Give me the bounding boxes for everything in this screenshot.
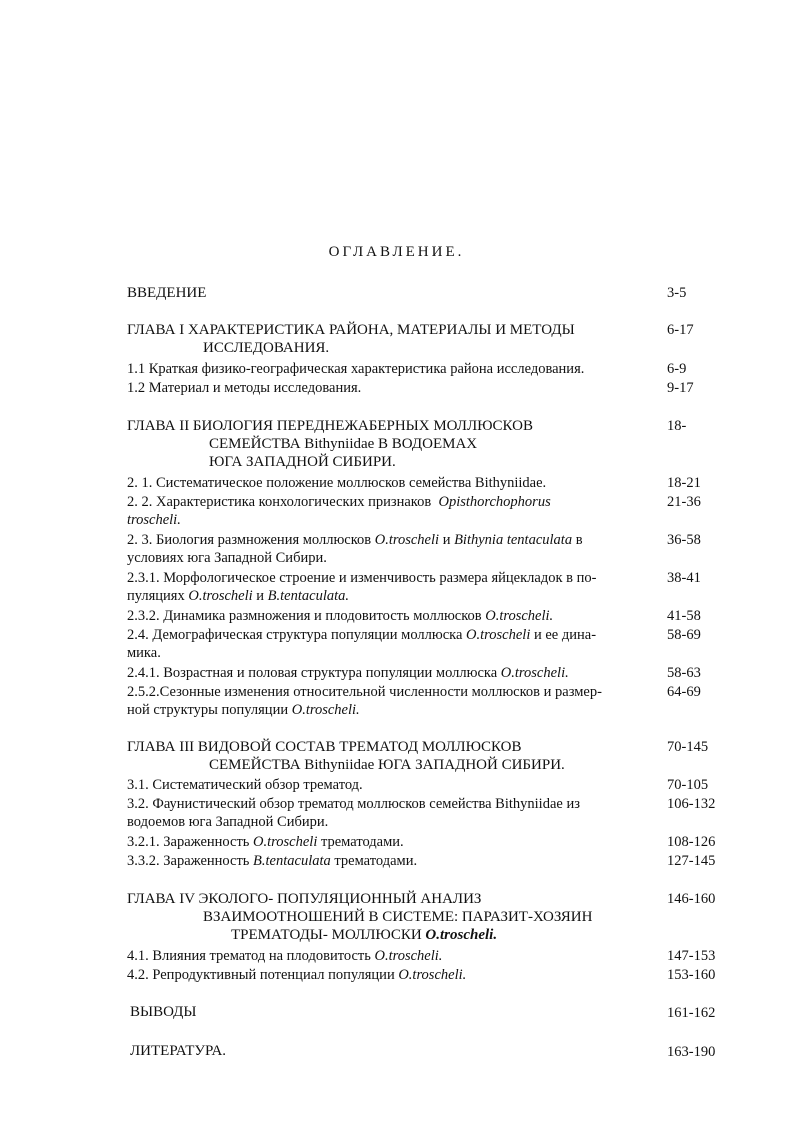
- section-2-1-pages: 18-21: [667, 475, 701, 491]
- section-2-3-1-pages: 38-41: [667, 570, 701, 586]
- chapter-1-title-line2: ИССЛЕДОВАНИЯ.: [203, 340, 330, 356]
- chapter-4-pages: 146-160: [667, 891, 716, 907]
- section-2-4-1-pages: 58-63: [667, 665, 701, 681]
- chapter-1-title-line1: ГЛАВА I ХАРАКТЕРИСТИКА РАЙОНА, МАТЕРИАЛЫ И МЕТОДЫ: [127, 322, 575, 338]
- chapter-2-title-line1: ГЛАВА II БИОЛОГИЯ ПЕРЕДНЕЖАБЕРНЫХ МОЛЛЮСКОВ: [127, 418, 534, 434]
- toc-section-2-4[interactable]: 2.4. Демографическая структура популяции моллюска O.troscheli и ее дина- мика.: [127, 627, 597, 661]
- toc-section-2-5-2[interactable]: 2.5.2.Сезонные изменения относительной численности моллюсков и размер- ной структуры популяции O.troscheli.: [127, 684, 602, 718]
- toc-title: ОГЛАВЛЕНИЕ.: [328, 244, 465, 260]
- toc-chapter-2[interactable]: [127, 417, 647, 471]
- conclusions-pages: 161-162: [667, 1005, 716, 1021]
- toc-section-2-4-1[interactable]: 2.4.1. Возрастная и половая структура популяции моллюска O.troscheli.: [127, 665, 569, 681]
- section-1-1-pages: 6-9: [667, 361, 687, 377]
- toc-chapter-3[interactable]: [127, 738, 647, 774]
- chapter-4-title-line2: ВЗАИМООТНОШЕНИЙ В СИСТЕМЕ: ПАРАЗИТ-ХОЗЯИН: [203, 909, 593, 925]
- section-4-1-pages: 147-153: [667, 948, 716, 964]
- toc-section-2-3-1[interactable]: 2.3.1. Морфологическое строение и изменчивость размера яйцекладок в по- пуляциях O.troscheli и B.tentaculata.: [127, 570, 597, 604]
- section-1-2-pages: 9-17: [667, 380, 694, 396]
- toc-intro[interactable]: ВВЕДЕНИЕ: [127, 285, 207, 301]
- toc-section-3-2[interactable]: 3.2. Фаунистический обзор трематод моллюсков семейства Bithyniidae из водоемов юга Западной Сибири.: [127, 796, 580, 830]
- toc-section-2-1[interactable]: 2. 1. Систематическое положение моллюсков семейства Bithyniidae.: [127, 475, 547, 491]
- toc-section-4-1[interactable]: 4.1. Влияния трематод на плодовитость O.troscheli.: [127, 948, 443, 964]
- section-2-2-pages: 21-36: [667, 494, 701, 510]
- toc-intro-pages: 3-5: [667, 285, 687, 301]
- toc-section-1-2[interactable]: 1.2 Материал и методы исследования.: [127, 380, 362, 396]
- toc-section-3-1[interactable]: 3.1. Систематический обзор трематод.: [127, 777, 363, 793]
- chapter-2-title-line3: ЮГА ЗАПАДНОЙ СИБИРИ.: [209, 454, 396, 470]
- toc-section-2-3-2[interactable]: 2.3.2. Динамика размножения и плодовитость моллюсков O.troscheli.: [127, 608, 554, 624]
- toc-section-2-2[interactable]: 2. 2. Характеристика конхологических признаков Opisthorchophorus troscheli.: [127, 494, 551, 528]
- section-2-4-pages: 58-69: [667, 627, 701, 643]
- chapter-4-title-line3: ТРЕМАТОДЫ- МОЛЛЮСКИ O.troscheli.: [231, 927, 498, 943]
- toc-section-1-1[interactable]: 1.1 Краткая физико-географическая характеристика района исследования.: [127, 361, 585, 377]
- chapter-2-title-line2: СЕМЕЙСТВА Bithyniidae В ВОДОЕМАХ: [209, 436, 478, 452]
- toc-section-4-2[interactable]: 4.2. Репродуктивный потенциал популяции O.troscheli.: [127, 967, 467, 983]
- toc-section-3-3-2[interactable]: 3.3.2. Зараженность B.tentaculata трематодами.: [127, 853, 418, 869]
- chapter-1-pages: 6-17: [667, 322, 694, 338]
- chapter-4-title-line1: ГЛАВА IV ЭКОЛОГО- ПОПУЛЯЦИОННЫЙ АНАЛИЗ: [127, 891, 482, 907]
- chapter-3-pages: 70-145: [667, 739, 709, 755]
- chapter-2-pages: 18-: [667, 418, 687, 434]
- toc-section-2-3[interactable]: 2. 3. Биология размножения моллюсков O.troscheli и Bithynia tentaculata в условиях юга Западной Сибири.: [127, 532, 583, 566]
- section-2-3-pages: 36-58: [667, 532, 701, 548]
- section-3-2-pages: 106-132: [667, 796, 716, 812]
- section-3-2-1-pages: 108-126: [667, 834, 716, 850]
- toc-chapter-4[interactable]: [127, 890, 647, 944]
- toc-section-3-2-1[interactable]: 3.2.1. Зараженность O.troscheli трематодами.: [127, 834, 404, 850]
- section-2-5-2-pages: 64-69: [667, 684, 701, 700]
- toc-chapter-1[interactable]: [127, 321, 647, 357]
- toc-conclusions[interactable]: ВЫВОДЫ: [130, 1004, 197, 1020]
- toc-literature[interactable]: ЛИТЕРАТУРА.: [130, 1043, 227, 1059]
- section-4-2-pages: 153-160: [667, 967, 716, 983]
- section-3-1-pages: 70-105: [667, 777, 709, 793]
- section-2-3-2-pages: 41-58: [667, 608, 701, 624]
- section-3-3-2-pages: 127-145: [667, 853, 716, 869]
- chapter-3-title-line2: СЕМЕЙСТВА Bithyniidae ЮГА ЗАПАДНОЙ СИБИРИ.: [209, 757, 565, 773]
- chapter-3-title-line1: ГЛАВА III ВИДОВОЙ СОСТАВ ТРЕМАТОД МОЛЛЮСКОВ: [127, 739, 522, 755]
- literature-pages: 163-190: [667, 1044, 716, 1060]
